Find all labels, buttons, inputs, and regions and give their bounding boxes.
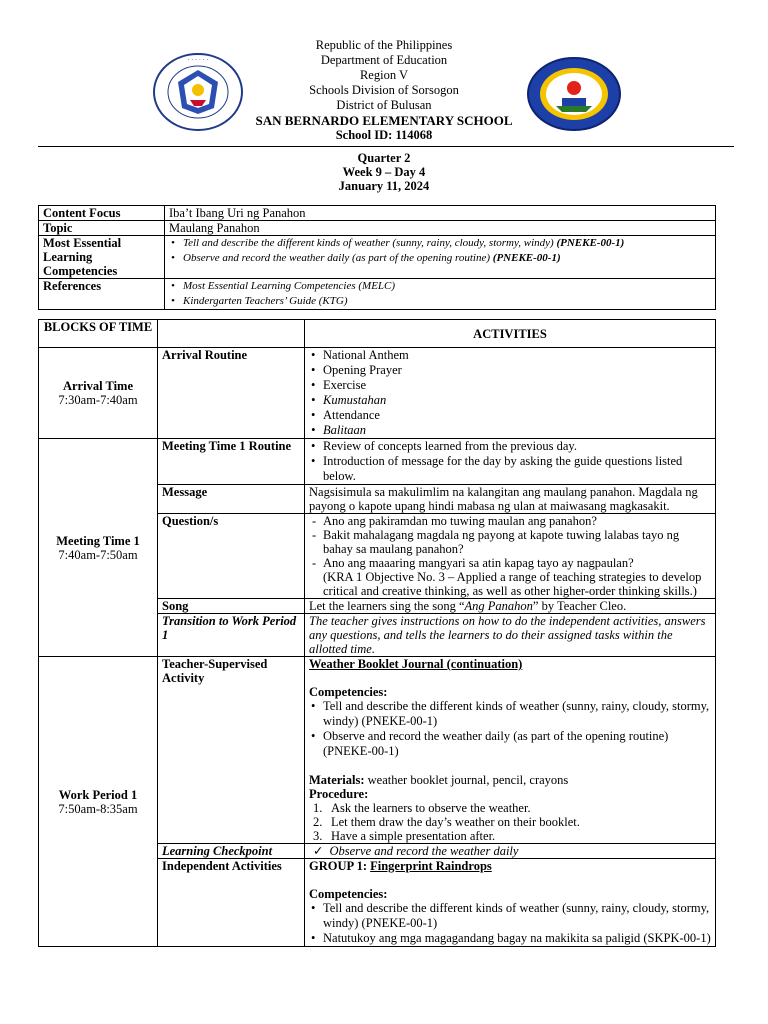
content-focus-label: Content Focus — [39, 206, 165, 221]
melc-row — [39, 236, 716, 279]
procedure-step: 2. Let them draw the day’s weather on their booklet. — [313, 815, 580, 829]
materials-line: Materials: weather booklet journal, pencil, crayons — [309, 773, 569, 787]
arrival-routine-list — [305, 348, 716, 439]
list-item: • Opening Prayer — [309, 363, 711, 378]
list-item: • Exercise — [309, 378, 711, 393]
tsa-title: Weather Booklet Journal (continuation) — [309, 657, 523, 671]
meeting-time: 7:40am-7:50am — [58, 547, 138, 562]
letterhead-region: Region V — [359, 68, 409, 82]
melc-item: • Tell and describe the different kinds of weather (sunny, rainy, cloudy, stormy, windy) (PNEKE-00-1) — [169, 236, 711, 251]
school-id: School ID: 114068 — [335, 128, 433, 142]
list-item: • Attendance — [309, 408, 711, 423]
competencies-label: Competencies: — [309, 685, 388, 699]
references-row — [39, 279, 716, 310]
school-name: SAN BERNARDO ELEMENTARY SCHOOL — [255, 113, 513, 128]
transition-label: Transition to Work Period 1 — [158, 614, 305, 657]
meeting-routine-label: Meeting Time 1 Routine — [158, 439, 305, 485]
arrival-row — [39, 348, 716, 439]
question-item: - Ano ang pakiramdan mo tuwing maulan ang panahon? — [309, 514, 711, 528]
meeting-block — [39, 439, 158, 657]
song-text: Let the learners sing the song “Ang Panahon” by Teacher Cleo. — [305, 599, 716, 614]
list-item: • Kumustahan — [309, 393, 711, 408]
letterhead — [0, 38, 768, 143]
arrival-time: 7:30am-7:40am — [58, 393, 138, 407]
questions-list — [305, 514, 716, 599]
topic-label: Topic — [39, 221, 165, 236]
work-period-title: Work Period 1 — [58, 787, 138, 802]
list-item: • Introduction of message for the day by asking the guide questions listed below. — [309, 454, 711, 484]
activities-header: ACTIVITIES — [305, 320, 716, 348]
competency-item: • Observe and record the weather daily (as part of the opening routine) (PNEKE-00-1) — [309, 729, 711, 759]
meeting-title: Meeting Time 1 — [56, 533, 140, 548]
topic-value: Maulang Panahon — [165, 221, 716, 236]
question-item: - Ano ang maaaring mangyari sa atin kapag tayo ay nagpaulan? (KRA 1 Objective No. 3 – Applied a range of teaching strategies to develop critical and creative thinking, as well as other higher-order thinking skills.) — [309, 556, 711, 598]
references-label: References — [39, 279, 165, 310]
melc-item: • Observe and record the weather daily (as part of the opening routine) (PNEKE-00-1) — [169, 251, 711, 266]
list-item: • Balitaan — [309, 423, 711, 438]
work-period-time: 7:50am-8:35am — [58, 801, 138, 816]
arrival-block — [39, 348, 158, 439]
meeting-routine-list — [305, 439, 716, 485]
list-item: • National Anthem — [309, 348, 711, 363]
questions-label: Question/s — [158, 514, 305, 599]
letterhead-department: Department of Education — [320, 53, 448, 67]
arrival-routine-label: Arrival Routine — [158, 348, 305, 439]
reference-item: • Most Essential Learning Competencies (MELC) — [169, 279, 711, 294]
transition-text: The teacher gives instructions on how to do the independent activities, answers any questions, and tells the learners to do their assigned tasks within the allotted time. — [305, 614, 716, 657]
references-value — [165, 279, 716, 310]
check-icon: ✓ — [313, 843, 324, 858]
topic-row — [39, 221, 716, 236]
procedure-step: 3. Have a simple presentation after. — [313, 829, 496, 843]
competency-item: • Natutukoy ang mga magagandang bagay na makikita sa paligid (SKPK-00-1) — [309, 931, 711, 946]
reference-item: • Kindergarten Teachers’ Guide (KTG) — [169, 294, 711, 309]
lesson-info-table — [38, 205, 716, 310]
group-title: GROUP 1: Fingerprint Raindrops — [309, 859, 492, 873]
date-label: January 11, 2024 — [338, 179, 430, 193]
message-label: Message — [158, 485, 305, 514]
arrival-title: Arrival Time — [62, 379, 133, 393]
meeting-routine-row — [39, 439, 716, 485]
letterhead-division: Schools Division of Sorsogon — [309, 83, 459, 97]
daily-plan-table — [38, 319, 716, 947]
checkpoint-text: ✓ Observe and record the weather daily — [305, 844, 716, 859]
competency-item: • Tell and describe the different kinds of weather (sunny, rainy, cloudy, stormy, windy) (PNEKE-00-1) — [309, 699, 711, 729]
content-focus-row — [39, 206, 716, 221]
tsa-label: Teacher-Supervised Activity — [158, 657, 305, 844]
procedure-step: 1. Ask the learners to observe the weather. — [313, 801, 531, 815]
header-divider — [38, 146, 734, 147]
work-period-block — [39, 657, 158, 947]
blank-header — [158, 320, 305, 348]
blocks-of-time-header: BLOCKS OF TIME — [39, 320, 158, 348]
melc-value — [165, 236, 716, 279]
week-day-label: Week 9 – Day 4 — [342, 165, 426, 179]
content-focus-value: Iba’t Ibang Uri ng Panahon — [165, 206, 716, 221]
ia-competencies-label: Competencies: — [309, 887, 388, 901]
competency-item: • Tell and describe the different kinds of weather (sunny, rainy, cloudy, stormy, windy) (PNEKE-00-1) — [309, 901, 711, 931]
procedure-label: Procedure: — [309, 787, 369, 801]
checkpoint-label: Learning Checkpoint — [158, 844, 305, 859]
quarter-heading — [0, 151, 768, 193]
letterhead-district: District of Bulusan — [336, 98, 432, 112]
ia-content — [305, 859, 716, 947]
quarter-label: Quarter 2 — [357, 151, 411, 165]
list-item: • Review of concepts learned from the previous day. — [309, 439, 711, 454]
tsa-row — [39, 657, 716, 844]
question-item: - Bakit mahalagang magdala ng payong at kapote tuwing lalabas tayo ng bahay sa maulang panahon? — [309, 528, 711, 556]
ia-label: Independent Activities — [158, 859, 305, 947]
melc-label: Most Essential Learning Competencies — [39, 236, 165, 279]
letterhead-republic: Republic of the Philippines — [315, 38, 453, 52]
song-label: Song — [158, 599, 305, 614]
svg-text:· · · · · ·: · · · · · · — [187, 57, 209, 64]
song-title: Ang Panahon — [464, 599, 533, 613]
tsa-content — [305, 657, 716, 844]
message-text: Nagsisimula sa makulimlim na kalangitan ang maulang panahon. Magdala ng payong o kapote upang hindi mabasa ng ulan at maiwasang magkasakit. — [305, 485, 716, 514]
kra-note: (KRA 1 Objective No. 3 – Applied a range of teaching strategies to develop critical and creative thinking, as well as other higher-order thinking skills.) — [323, 570, 702, 598]
plan-header-row — [39, 320, 716, 348]
